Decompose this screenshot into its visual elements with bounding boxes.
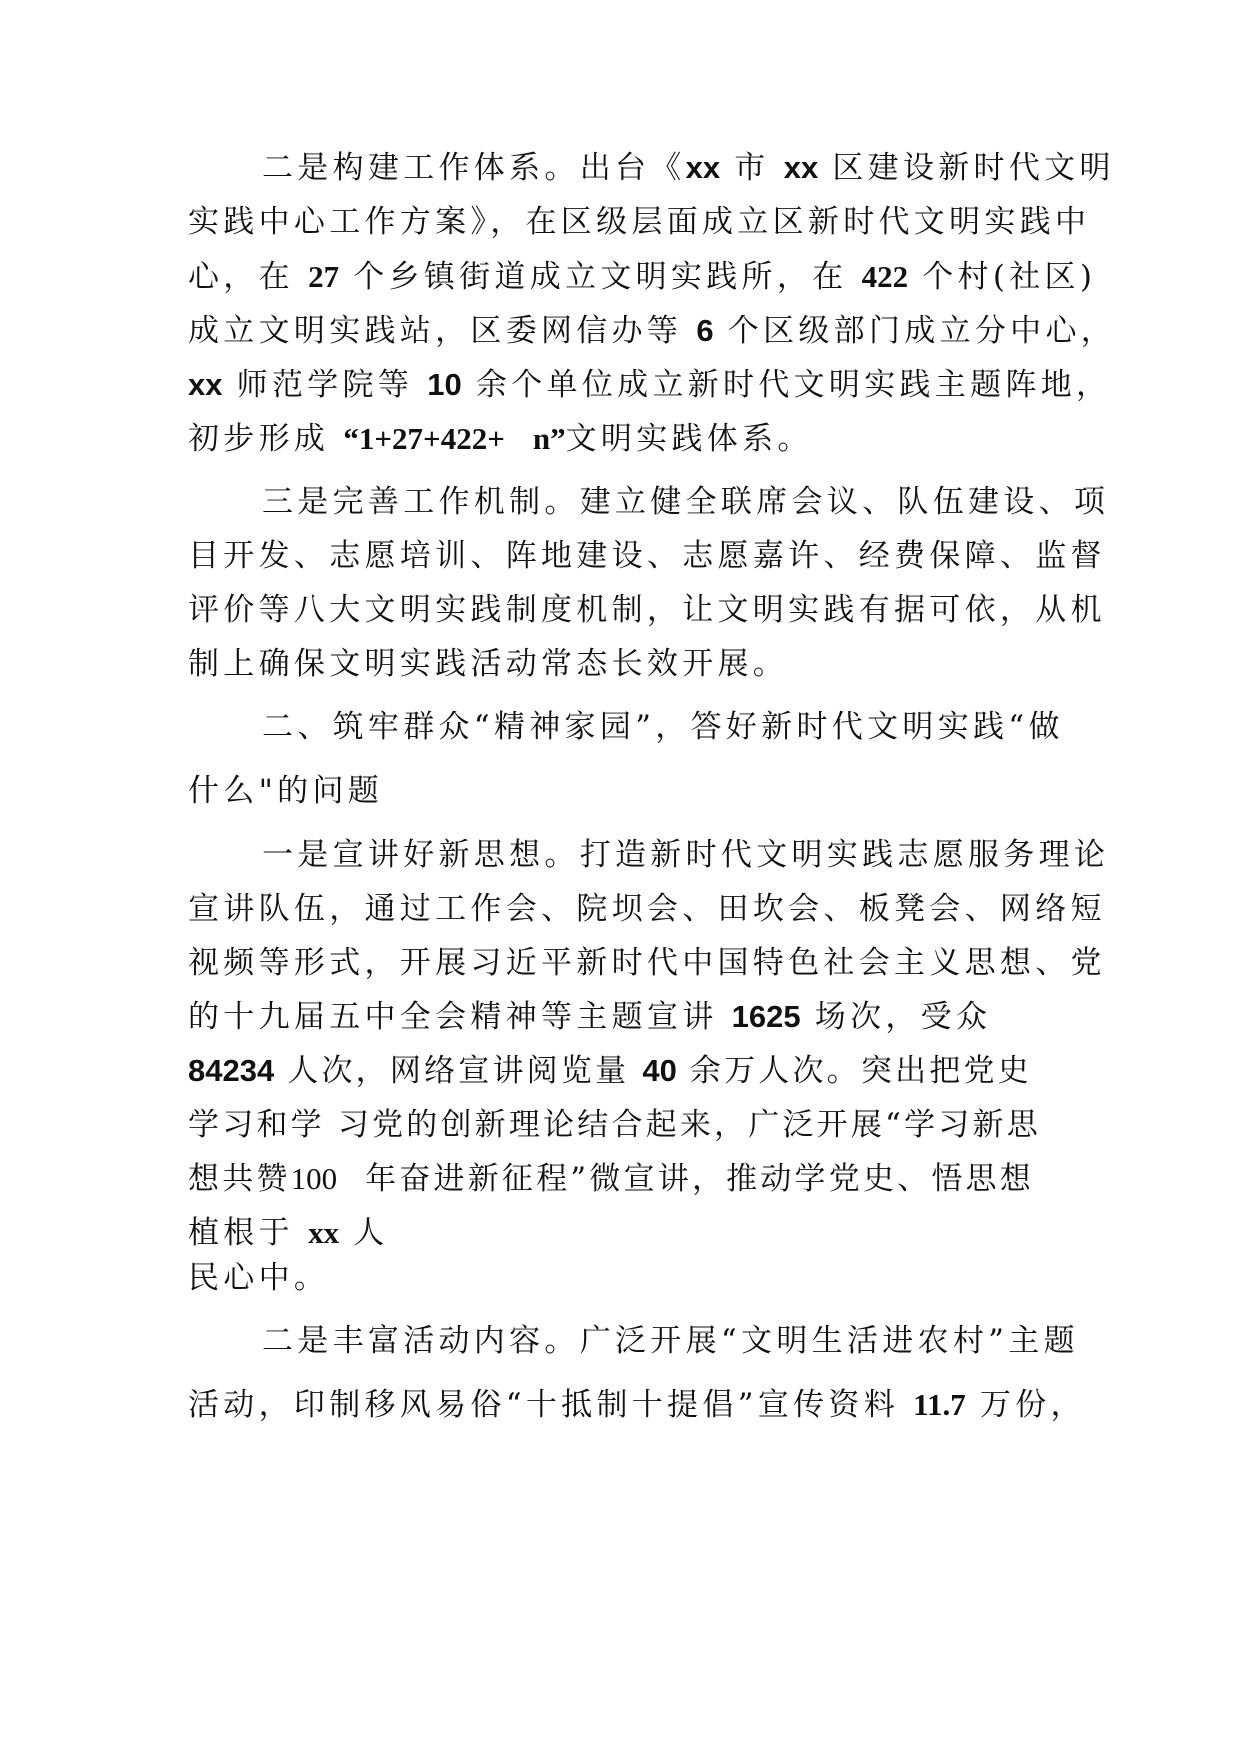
paragraph-1-line-6: 初步形成 “1+27+422+ n”文明实践体系。 <box>188 421 813 457</box>
paragraph-3-line-6: 学习和学 习党的创新理论结合起来，广泛开展“学习新思 <box>188 1107 1041 1143</box>
paragraph-2-line-4: 制上确保文明实践活动常态长效开展。 <box>188 646 789 682</box>
paragraph-2-line-2: 目开发、志愿培训、阵地建设、志愿嘉许、经费保障、监督 <box>188 538 1106 574</box>
paragraph-1-line-1: 二是构建工作体系。出台《xx 市 xx 区建设新时代文明 <box>262 150 1115 186</box>
paragraph-3-line-1: 一是宣讲好新思想。打造新时代文明实践志愿服务理论 <box>262 837 1110 873</box>
section-heading-line-1: 二、筑牢群众“精神家园”，答好新时代文明实践“做 <box>262 709 1064 745</box>
paragraph-4-line-1: 二是丰富活动内容。广泛开展“文明生活进农村”主题 <box>262 1323 1079 1359</box>
paragraph-3-line-7: 想共赞100 年奋进新征程”微宣讲，推动学党史、悟思想 <box>188 1161 1034 1197</box>
paragraph-3-line-8: 植根于 xx 人 <box>188 1215 389 1251</box>
paragraph-4-line-2: 活动，印制移风易俗“十抵制十提倡”宣传资料 11.7 万份， <box>188 1387 1086 1423</box>
paragraph-1-line-2: 实践中心工作方案》，在区级层面成立区新时代文明实践中 <box>188 204 1091 240</box>
paragraph-1-line-5: xx 师范学院等 10 余个单位成立新时代文明实践主题阵地， <box>188 367 1112 403</box>
paragraph-3-line-9: 民心中。 <box>188 1260 330 1296</box>
paragraph-3-line-2: 宣讲队伍，通过工作会、院坝会、田坎会、板凳会、网络短 <box>188 891 1106 927</box>
section-heading-line-2: 什么"的问题 <box>188 773 384 809</box>
paragraph-2-line-3: 评价等八大文明实践制度机制，让文明实践有据可依，从机 <box>188 592 1106 628</box>
paragraph-3-line-3: 视频等形式，开展习近平新时代中国特色社会主义思想、党 <box>188 945 1106 981</box>
paragraph-2-line-1: 三是完善工作机制。建立健全联席会议、队伍建设、项 <box>262 484 1110 520</box>
paragraph-3-line-4: 的十九届五中全会精神等主题宣讲 1625 场次，受众 <box>188 999 992 1035</box>
paragraph-3-line-5: 84234 人次，网络宣讲阅览量 40 余万人次。突出把党史 <box>188 1053 1032 1089</box>
paragraph-1-line-3: 心，在 27 个乡镇街道成立文明实践所，在 422 个村(社区) <box>188 259 1097 295</box>
paragraph-1-line-4: 成立文明实践站，区委网信办等 6 个区级部门成立分中心， <box>188 313 1117 349</box>
